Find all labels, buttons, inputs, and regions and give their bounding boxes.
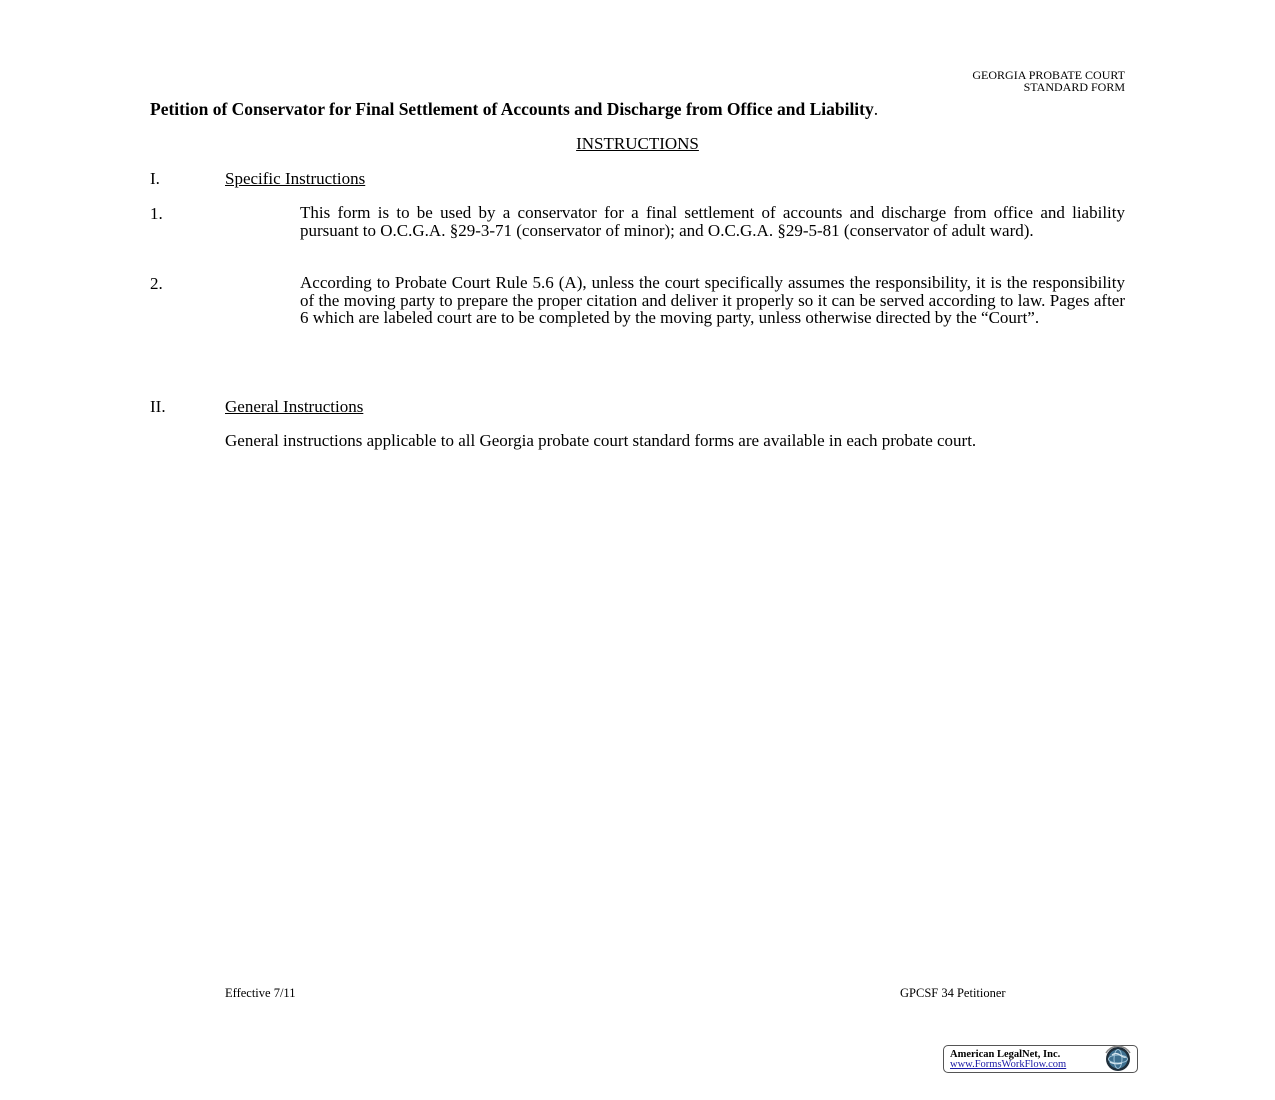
section-numeral-specific: I. [150,169,160,188]
form-type: STANDARD FORM [1023,80,1125,94]
form-header [972,69,1125,93]
instructions-heading: INSTRUCTIONS [576,134,699,153]
footer-form-id: GPCSF 34 Petitioner [900,986,1006,1000]
court-name: GEORGIA PROBATE COURT [972,68,1125,82]
general-instructions-text: General instructions applicable to all Georgia probate court standard forms are available in each probate court. [225,431,977,450]
form-title-text: Petition of Conservator for Final Settlement of Accounts and Discharge from Office and Liability [150,99,874,119]
item-text-2: According to Probate Court Rule 5.6 (A), unless the court specifically assumes the responsibility, it is the responsibility of the moving party to prepare the proper citation and deliver it properly so it can be served according to law. Pages after 6 which are labeled court are to be completed by the moving party, unless otherwise directed by the “Court”. [300,273,1125,327]
item-number-1: 1. [150,204,163,223]
form-title [150,99,878,120]
item-number-2: 2. [150,274,163,293]
american-legalnet-logo[interactable] [943,1045,1138,1073]
section-title-specific: Specific Instructions [225,169,366,188]
footer-effective-date: Effective 7/11 [225,986,296,1000]
form-title-period: . [873,99,879,119]
section-title-general: General Instructions [225,397,364,416]
section-numeral-general: II. [150,397,166,416]
logo-company-name: American LegalNet, Inc. [950,1049,1061,1060]
logo-url-link[interactable]: www.FormsWorkFlow.com [950,1059,1067,1070]
item-text-1: This form is to be used by a conservator for a final settlement of accounts and discharge from office and liability pursuant to O.C.G.A. §29-3-71 (conservator of minor); and O.C.G.A. §29-5-81 (conservator of adult ward). [300,203,1125,240]
globe-icon [1100,1045,1136,1073]
